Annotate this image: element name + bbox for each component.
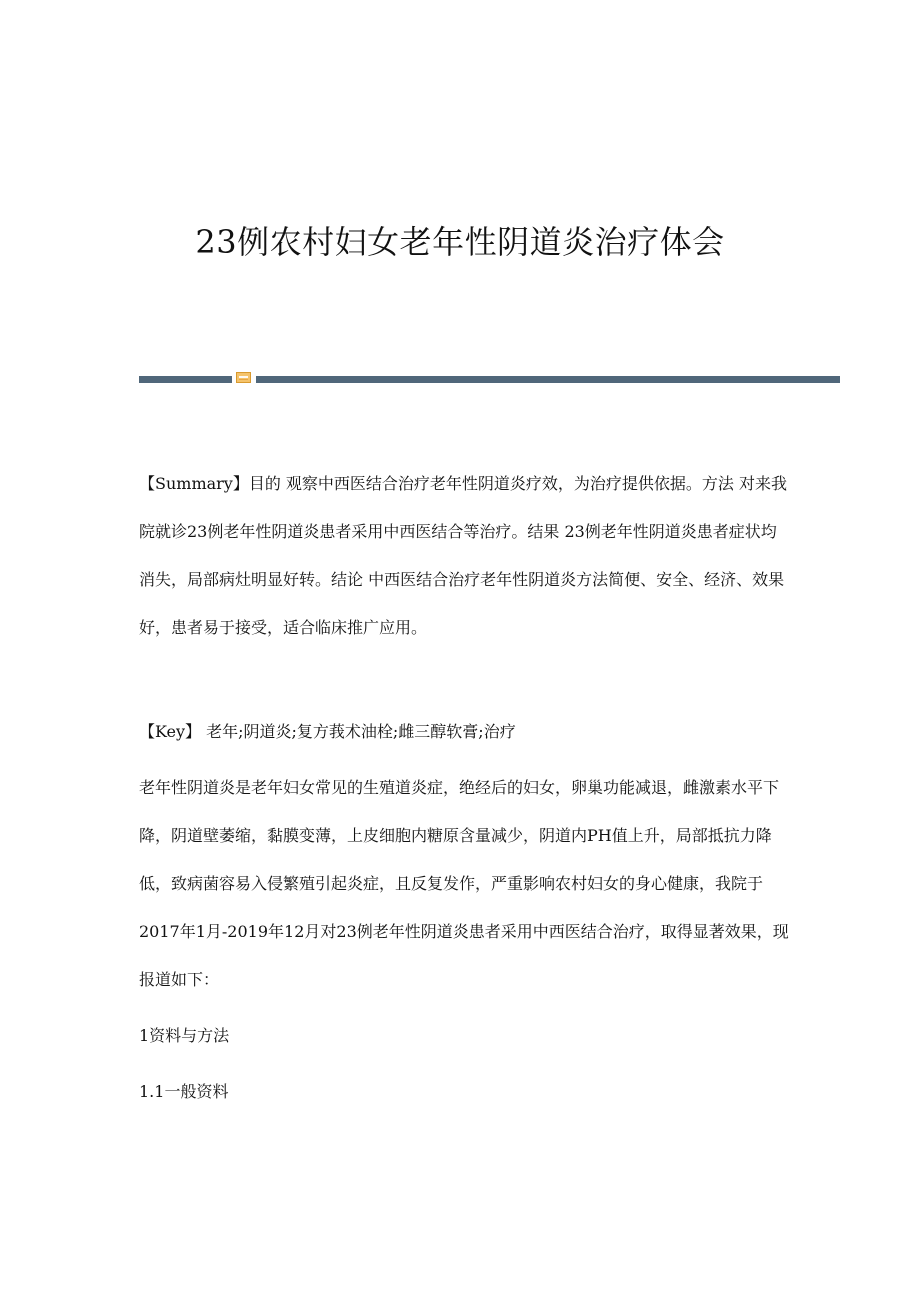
summary-paragraph <box>139 460 789 652</box>
keywords-text: 老年;阴道炎;复方莪术油栓;雌三醇软膏;治疗 <box>201 722 516 741</box>
title-divider <box>139 371 840 385</box>
intro-paragraph: 老年性阴道炎是老年妇女常见的生殖道炎症，绝经后的妇女，卵巢功能减退，雌激素水平下降，阴道壁萎缩，黏膜变薄，上皮细胞内糖原含量减少，阴道内PH值上升，局部抵抗力降低，致病菌容易入侵繁殖引起炎症，且反复发作，严重影响农村妇女的身心健康，我院于2017年1月-2019年12月对23例老年性阴道炎患者采用中西医结合治疗，取得显著效果，现报道如下： <box>139 778 789 989</box>
divider-left-bar <box>139 376 232 383</box>
section-heading-1: 1资料与方法 <box>139 1026 230 1045</box>
summary-text: 目的 观察中西医结合治疗老年性阴道炎疗效，为治疗提供依据。方法 对来我院就诊23例老年性阴道炎患者采用中西医结合等治疗。结果 23例老年性阴道炎患者症状均消失，局部病灶明显好转。结论 中西医结合治疗老年性阴道炎方法简便、安全、经济、效果好，患者易于接受，适合临床推广应用。 <box>139 474 788 637</box>
document-marker-icon <box>236 372 251 383</box>
document-title: 23例农村妇女老年性阴道炎治疗体会 <box>195 223 725 261</box>
divider-right-bar <box>256 376 840 383</box>
keywords-line <box>139 708 789 756</box>
summary-label: 【Summary】 <box>139 474 249 493</box>
keywords-label: 【Key】 <box>139 722 202 741</box>
section-heading-1-1: 1.1一般资料 <box>139 1082 229 1101</box>
